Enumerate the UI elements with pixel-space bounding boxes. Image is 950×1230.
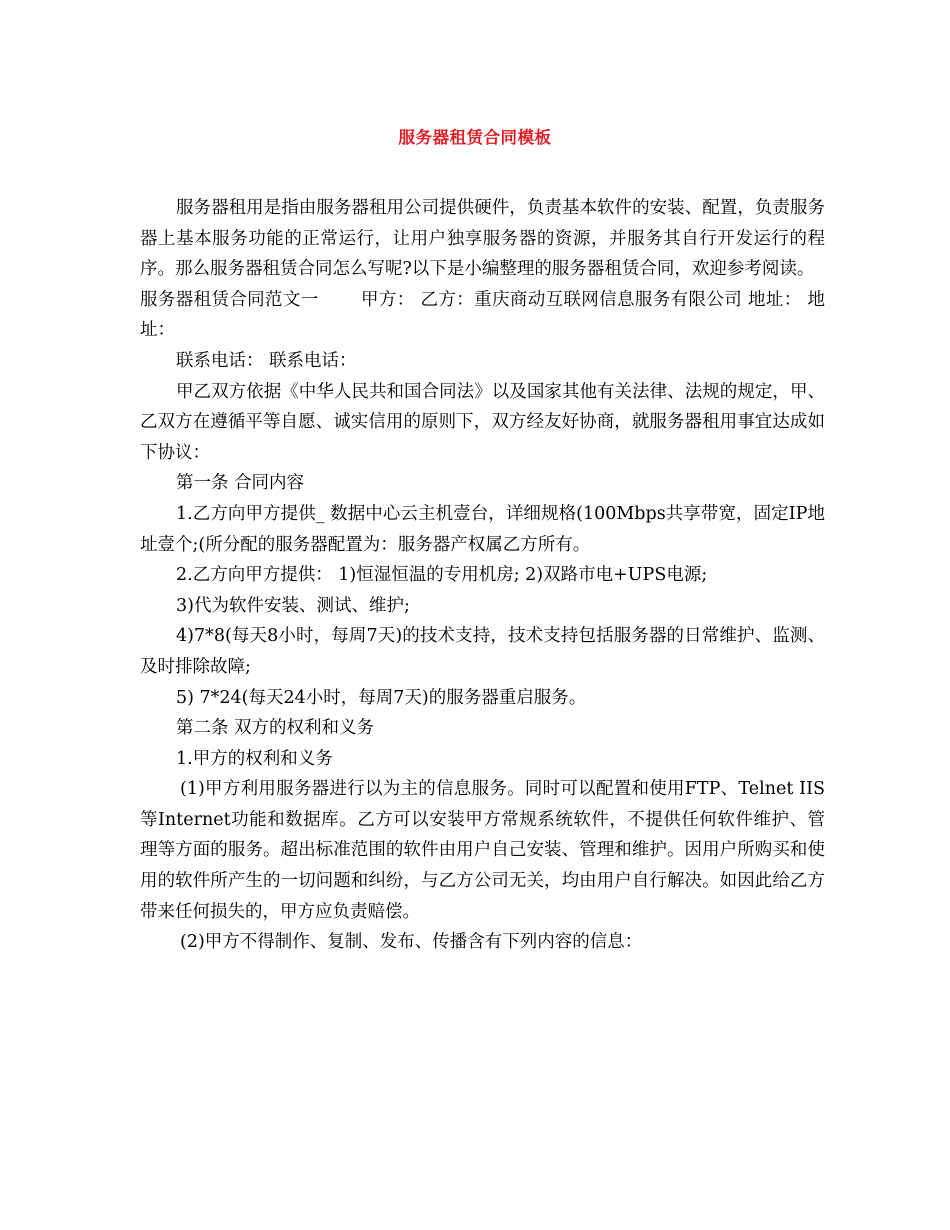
article-2-clause-2: (2)甲方不得制作、复制、发布、传播含有下列内容的信息： (180, 932, 643, 953)
article-2-clause-1: (1)甲方利用服务器进行以为主的信息服务。同时可以配置和使用FTP、Telnet IIS等Internet功能和数据库。乙方可以安装甲方常规系统软件，不提供任何软件维护、管理等方面的服务。超出标准范围的软件由用户自己安装、管理和维护。因用户所购买和使用的软件所产生的一切问题和纠纷，与乙方公司无关，均由用户自行解决。如因此给乙方带来任何损失的，甲方应负责赔偿。 (140, 779, 825, 922)
contact-phone-line: 联系电话： 联系电话： (176, 350, 357, 371)
article-1-item-1: 1.乙方向甲方提供_ 数据中心云主机壹台，详细规格(100Mbps共享带宽，固定IP地址壹个;(所分配的服务器配置为：服务器产权属乙方所有。 (140, 503, 825, 555)
article-1-item-4: 4)7*8(每天8小时，每周7天)的技术支持，技术支持包括服务器的日常维护、监测、及时排除故障; (140, 626, 825, 677)
article-2-heading: 第二条 双方的权利和义务 (176, 718, 375, 739)
contract-header-line (140, 285, 825, 346)
intro-paragraph: 服务器租用是指由服务器租用公司提供硬件，负责基本软件的安装、配置，负责服务器上基本服务功能的正常运行，让用户独享服务器的资源，并服务其自行开发运行的程序。那么服务器租赁合同怎么写呢?以下是小编整理的服务器租赁合同，欢迎参考阅读。 (140, 198, 825, 280)
contract-sample-heading: 服务器租赁合同范文一 (140, 289, 319, 310)
article-1-item-2: 2.乙方向甲方提供： 1)恒湿恒温的专用机房; 2)双路市电+UPS电源; (176, 565, 708, 586)
article-1-item-5: 5) 7*24(每天24小时，每周7天)的服务器重启服务。 (176, 687, 587, 708)
document-body (140, 193, 825, 958)
article-1-item-3: 3)代为软件安装、测试、维护; (176, 595, 410, 616)
document-title: 服务器租赁合同模板 (398, 128, 552, 147)
parties-address-line: 甲方： 乙方：重庆商动互联网信息服务有限公司 地址： 地址： (140, 289, 826, 341)
agreement-basis-paragraph: 甲乙双方依据《中华人民共和国合同法》以及国家其他有关法律、法规的规定，甲、乙双方在遵循平等自愿、诚实信用的原则下，双方经友好协商，就服务器租用事宜达成如下协议： (140, 381, 825, 463)
article-2-section-1-heading: 1.甲方的权利和义务 (176, 748, 333, 769)
article-1-heading: 第一条 合同内容 (176, 473, 305, 494)
